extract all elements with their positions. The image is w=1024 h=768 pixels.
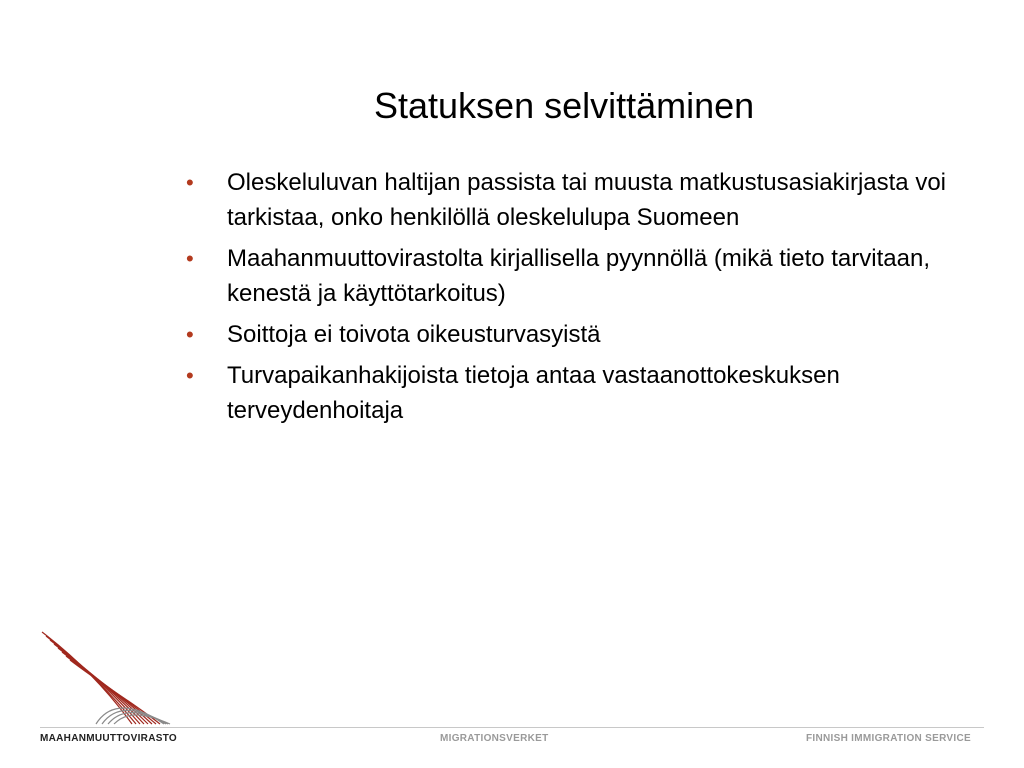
bullet-text: Turvapaikanhakijoista tietoja antaa vastaanottokeskuksen terveydenhoitaja: [227, 362, 840, 424]
bullet-icon: •: [186, 322, 194, 347]
bullet-text: Maahanmuuttovirastolta kirjallisella pyynnöllä (mikä tieto tarvitaan, kenestä ja käyttötarkoitus): [227, 245, 930, 307]
bullet-icon: •: [186, 246, 194, 271]
bullet-item: [186, 241, 976, 311]
footer-org-name-sv: MIGRATIONSVERKET: [440, 733, 549, 744]
bullet-text: Oleskeluluvan haltijan passista tai muusta matkustusasiakirjasta voi tarkistaa, onko henkilöllä oleskelulupa Suomeen: [227, 169, 947, 231]
footer-org-name-fi: MAAHANMUUTTOVIRASTO: [40, 733, 177, 744]
footer-divider: [40, 727, 984, 728]
wing-logo-icon: [36, 628, 176, 728]
bullet-icon: •: [186, 170, 194, 195]
slide-title: Statuksen selvittäminen: [374, 85, 755, 126]
bullet-item: [186, 165, 976, 235]
bullet-item: [186, 317, 976, 352]
bullet-icon: •: [186, 363, 194, 388]
bullet-text: Soittoja ei toivota oikeusturvasyistä: [227, 321, 601, 348]
bullet-list: [186, 165, 976, 434]
bullet-item: [186, 358, 976, 428]
footer-org-name-en: FINNISH IMMIGRATION SERVICE: [806, 733, 971, 744]
